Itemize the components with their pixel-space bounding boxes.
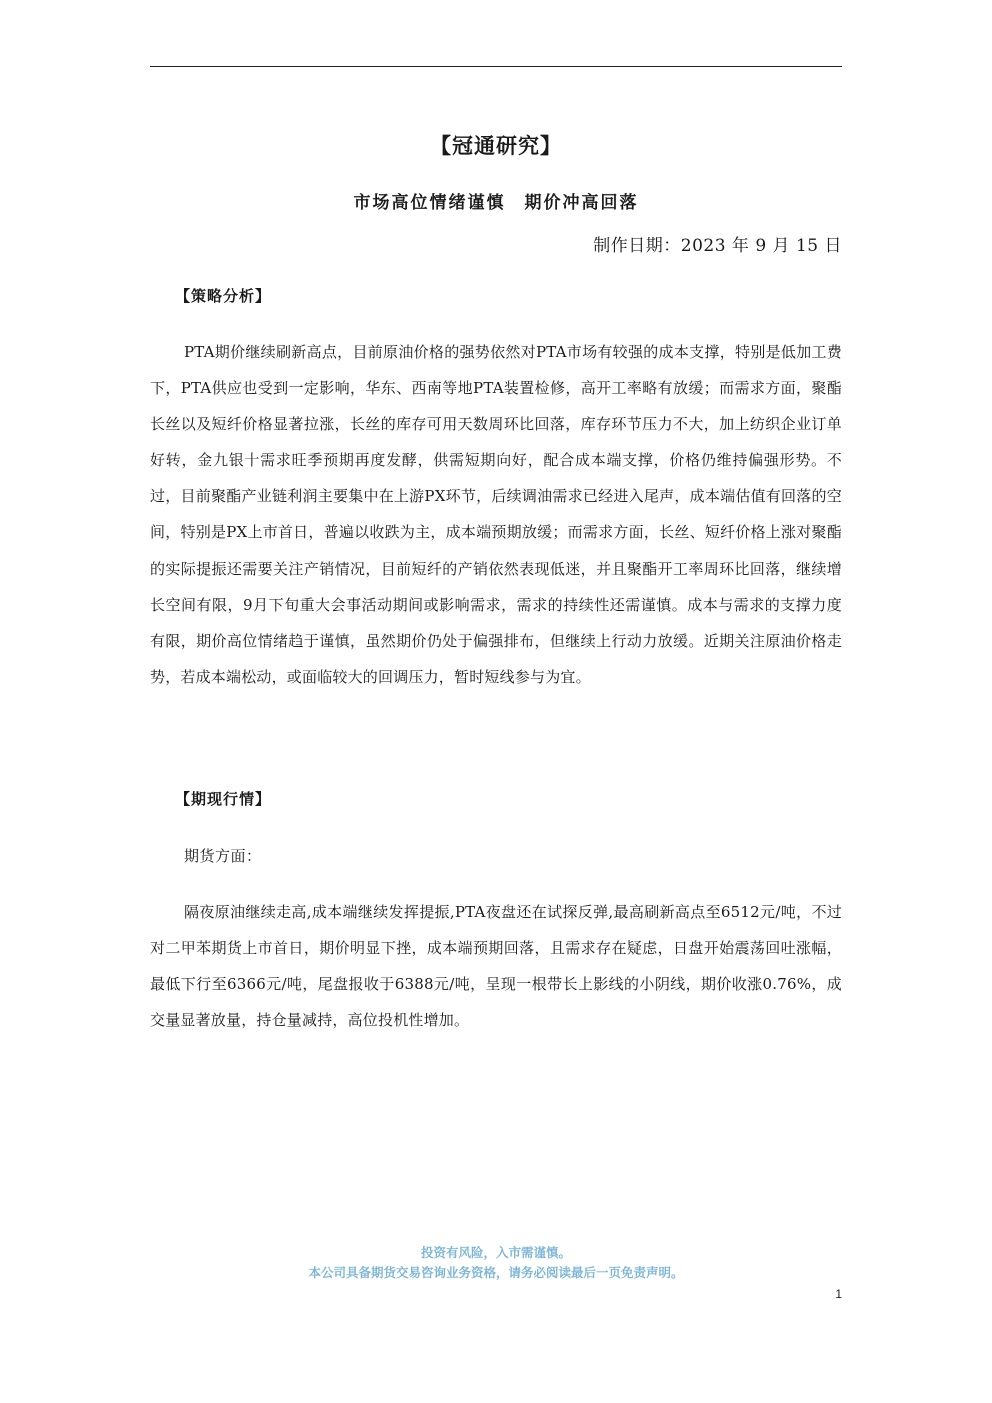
header-rule: [150, 66, 842, 67]
report-series-title: 【冠通研究】: [430, 133, 562, 158]
strategy-paragraph: PTA期价继续刷新高点，目前原油价格的强势依然对PTA市场有较强的成本支撑，特别是低加工费下，PTA供应也受到一定影响，华东、西南等地PTA装置检修，高开工率略有放缓；而需求方面，聚酯长丝以及短纤价格显著拉涨，长丝的库存可用天数周环比回落，库存环节压力不大，加上纺织企业订单好转，金九银十需求旺季预期再度发酵，供需短期向好，配合成本端支撑，价格仍维持偏强形势。不过，目前聚酯产业链利润主要集中在上游PX环节，后续调油需求已经进入尾声，成本端估值有回落的空间，特别是PX上市首日，普遍以收跌为主，成本端预期放缓；而需求方面，长丝、短纤价格上涨对聚酯的实际提振还需要关注产销情况，目前短纤的产销依然表现低迷，并且聚酯开工率周环比回落，继续增长空间有限，9月下旬重大会事活动期间或影响需求，需求的持续性还需谨慎。成本与需求的支撑力度有限，期价高位情绪趋于谨慎，虽然期价仍处于偏强排布，但继续上行动力放缓。近期关注原油价格走势，若成本端松动，或面临较大的回调压力，暂时短线参与为宜。: [150, 343, 842, 686]
market-heading: 【期现行情】: [175, 790, 272, 808]
report-date: 制作日期：2023 年 9 月 15 日: [593, 236, 842, 256]
page-number: 1: [835, 1287, 842, 1301]
futures-paragraph: 隔夜原油继续走高,成本端继续发挥提振,PTA夜盘还在试探反弹,最高刷新高点至6512元/吨，不过对二甲苯期货上市首日，期价明显下挫，成本端预期回落，且需求存在疑虑，日盘开始震荡回吐涨幅，最低下行至6366元/吨，尾盘报收于6388元/吨，呈现一根带长上影线的小阴线，期价收涨0.76%，成交量显著放量，持仓量减持，高位投机性增加。: [150, 903, 842, 1030]
strategy-heading: 【策略分析】: [175, 287, 272, 305]
risk-warning: 投资有风险，入市需谨慎。: [420, 1245, 571, 1260]
futures-label: 期货方面：: [184, 847, 262, 865]
report-headline: 市场高位情绪谨慎 期价冲高回落: [353, 193, 639, 213]
disclaimer-notice: 本公司具备期货交易咨询业务资格，请务必阅读最后一页免责声明。: [308, 1265, 684, 1280]
